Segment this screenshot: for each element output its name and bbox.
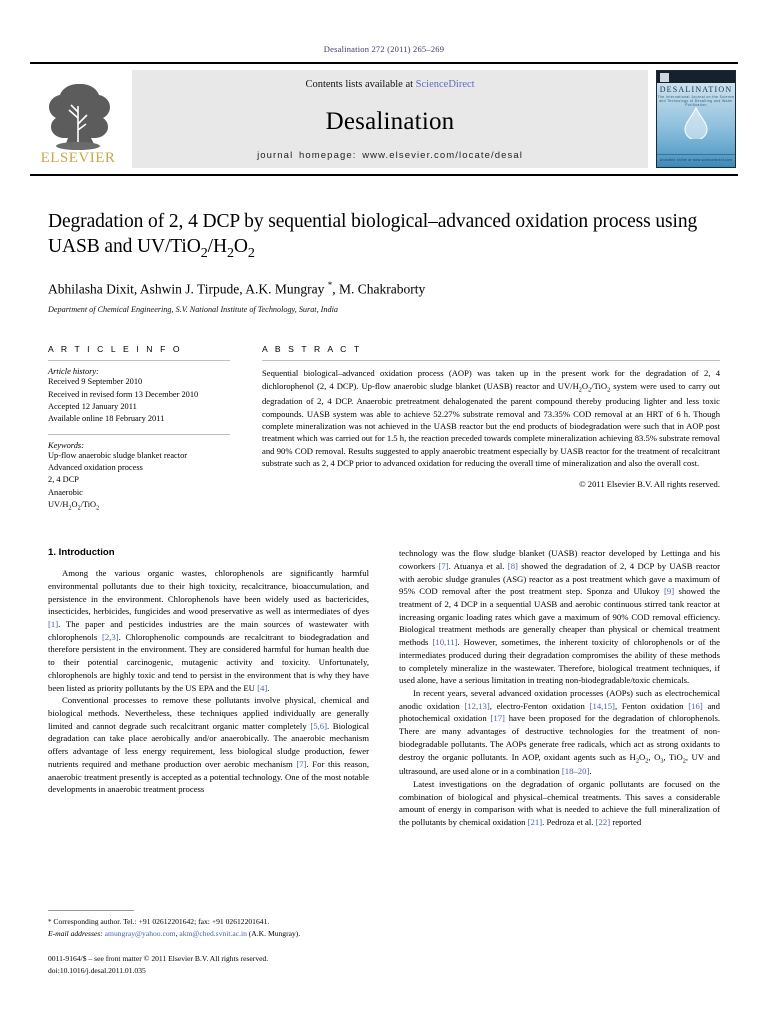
email-note	[48, 928, 368, 939]
kw-f-s1: 2	[68, 505, 72, 512]
history-online: Available online 18 February 2011	[48, 413, 165, 423]
journal-homepage[interactable]: journal homepage: www.elsevier.com/locate/desal	[257, 150, 523, 161]
journal-name: Desalination	[325, 107, 455, 135]
contents-line	[305, 79, 474, 90]
citation-ref[interactable]: [14,15]	[589, 700, 615, 711]
keywords-divider	[48, 434, 230, 435]
para-text: . Pedroza et al.	[542, 817, 596, 828]
paragraph	[399, 547, 720, 687]
para-text: Among the various organic wastes, chlorophenols are significantly harmful environmental pollutants due to their high toxicity, recalcitrance, bioaccumulation, and persistence in the environment. Chlorophenols have been widely used as bactericides, insecticides, herbicides, fungicides and wood preservative as well as intermediates of dyes	[48, 568, 369, 617]
para-text: , TiO	[663, 751, 683, 762]
email-link[interactable]: akm@ched.svnit.ac.in	[179, 928, 247, 938]
paragraph	[48, 694, 369, 796]
cover-footer: Available online at www.sciencedirect.com	[659, 158, 733, 162]
para-text: , O	[648, 751, 661, 762]
para-text: Conventional processes to remove these pollutants involve physical, chemical and biological methods. Nevertheless, these techniques applied individually are generally limited and cannot degrade such recalcitrant organic matter completely	[48, 695, 369, 731]
paragraph	[399, 778, 720, 829]
cover-divider	[657, 154, 735, 156]
footnote-text: Corresponding author. Tel.: +91 02612201642; fax: +91 02612201641.	[51, 917, 270, 927]
para-text: reported	[610, 817, 642, 828]
title-sub-3: 2	[247, 244, 255, 261]
cover-subtitle: The International Journal on the Science and Technology of Desalting and Water Purification	[657, 95, 735, 107]
para-text: . However, sometimes, the inherent toxicity of chlorophenols or of the intermediates produced during their degradation compromises the ability of these methods to completely mineralize in the wastewater. Therefore, biological treatment techniques, if used alone, have a serious limitation in treating non-biodegradable/toxic chemicals.	[399, 637, 720, 686]
keywords-label: Keywords:	[48, 441, 84, 451]
corresponding-author-note	[48, 916, 368, 928]
citation-ref[interactable]: [4]	[257, 682, 268, 693]
journal-masthead	[30, 62, 738, 176]
abstract-copyright: © 2011 Elsevier B.V. All rights reserved.	[579, 478, 720, 489]
para-text: technology was the flow sludge blanket (UASB) reactor developed by Lettinga and his coworkers	[399, 548, 720, 571]
formula-sub: 2	[635, 757, 639, 765]
issn-doi-block	[48, 953, 368, 976]
para-text: , Fenton oxidation	[614, 700, 689, 711]
para-text: .	[589, 766, 592, 777]
para-text: . Chlorophenolic compounds are recalcitrant to biodegradation and therefore persistent in the environment. They are considered harmful for human health due to their potential carcinogenic, mutagenic activity and toxicity. Unfortunately, chlorophenols are highly toxic and tend to persist in the environment that is why they have been listed as priority pollutants by the US EPA and the EU	[48, 631, 369, 693]
citation-ref[interactable]: [5,6]	[310, 720, 327, 731]
kw-f-s3: 2	[96, 505, 100, 512]
paragraph	[48, 567, 369, 694]
keyword-item: Anaerobic	[48, 487, 83, 497]
cover-elsevier-mark	[660, 73, 669, 82]
abs-f-a: H	[572, 380, 579, 391]
abstract-p1: Sequential biological–advanced oxidation process (AOP) was taken up in the present work for the degradation of 2, 4 dichlorophenol (2, 4 DCP). Up-flow anaerobic sludge blanket (UASB) reactor and UV/	[262, 368, 720, 391]
title-line-1: Degradation of 2, 4 DCP by sequential biological–advanced oxidation process using	[48, 211, 698, 232]
para-text: . For this reason, anaerobic treatment presently is accepted as a potential technology. One of the most notable developments in anaerobic treatment process	[48, 758, 369, 795]
title-line-2a: UASB and UV/TiO	[48, 235, 201, 257]
footnote-area	[48, 910, 368, 976]
issn-line: 0011-9164/$ – see front matter © 2011 Elsevier B.V. All rights reserved.	[48, 954, 269, 964]
kw-f-a: UV/H	[48, 499, 69, 509]
abstract-divider	[262, 360, 720, 361]
elsevier-tree-icon	[36, 72, 120, 164]
citation-ref[interactable]: [1]	[48, 619, 59, 630]
email-suffix: (A.K. Mungray).	[246, 928, 301, 938]
svg-text:ELSEVIER: ELSEVIER	[40, 150, 116, 164]
formula-sub: 3	[660, 757, 664, 765]
keyword-item: Up-flow anaerobic sludge blanket reactor	[48, 451, 188, 461]
citation-ref[interactable]: [10,11]	[432, 637, 458, 648]
citation-ref[interactable]: [16]	[688, 700, 703, 711]
kw-f-c: /TiO	[80, 499, 97, 509]
history-received: Received 9 September 2010	[48, 377, 143, 387]
para-text: , electro-Fenton oxidation	[489, 700, 590, 711]
abs-f-s1: 2	[578, 386, 582, 394]
para-text: have been proposed for the degradation of chlorophenols. There are many advantages of destructive technologies for the treatment of non-biodegradable pollutants. The AOPs generate free radicals, which act as strong oxidants to destroy the organic pollutants. In AOP, oxidant agents such as H	[399, 713, 720, 762]
water-droplet-icon	[683, 107, 709, 139]
para-text: , UV and ultrasound, are used alone or in a combination	[399, 751, 721, 777]
para-text: showed the degradation of 2, 4 DCP by UASB reactor with aerobic sludge granules (ASG) reactor as a post treatment which gave a maximum of 95% COD removal after the post treatment step. Sponza and Ulukoy	[399, 560, 720, 597]
citation-ref[interactable]: [22]	[595, 817, 611, 828]
article-info-divider	[48, 360, 230, 361]
abs-f-s2: 2	[588, 386, 592, 394]
cover-title: DESALINATION	[659, 85, 733, 94]
citation-ref[interactable]: [9]	[663, 586, 675, 597]
keyword-item-formula	[48, 499, 230, 513]
formula-sub: 2	[645, 757, 649, 765]
right-column	[399, 547, 720, 829]
para-text: Latest investigations on the degradation of organic pollutants are focused on the combination of biological and physical–chemical treatments. This saves a considerable amount of energy in comparison with what is needed to achieve the full mineralization of the pollutants by chemical oxidation	[399, 779, 720, 828]
para-text: . Biological degradation can take place aerobically and/or anaerobically. The anaerobic mechanism offers advantage of less energy requirement, less biological sludge production, fewer nutrients required and methane production over aerobic mechanism	[48, 720, 369, 769]
citation-ref[interactable]: [17]	[490, 713, 505, 724]
history-accepted: Accepted 12 January 2011	[48, 401, 137, 411]
kw-f-b: O	[71, 499, 78, 509]
journal-cover	[654, 70, 738, 168]
title-sub-2: 2	[226, 244, 234, 261]
section-heading-introduction: 1. Introduction	[48, 547, 115, 559]
contents-prefix: Contents lists available at	[305, 79, 416, 90]
paragraph: In recent years, several advanced oxidation processes (AOPs) such as electrochemical anodic oxidation [12,13], electro-Fenton oxidation [14,15], Fenton oxidation [16] and photochemical oxidation [17] have been proposed for the degradation of chlorophenols. There are many advantages of destructive technologies for the treatment of non-biodegradable pollutants. The AOPs generate free radicals, which act as strong oxidants to destroy the organic pollutants. In AOP, oxidant agents such as $H_2O_2$, $O_3$, TiO$_2$, UV and ultrasound, are used alone or in a combination [18–20].	[399, 687, 721, 777]
left-column	[48, 547, 369, 829]
abstract-p2: system were used to carry out degradation of 2, 4 DCP. Anaerobic pretreatment dehalogenated the parent compound thereby producing lighter and less toxic compounds. UASB system was able to achieve 52.27% substrate removal and 73.35% COD removal at an HRT of 6 h. Though complete mineralization was not achieved in the UASB reactor but the end products of biodegradation were such that in AOP post treatment which was carried out for 1.5 h, the reaction preceded towards complete mineralization achieving 83.5% substrate removal and 90% COD removal. Results suggested to apply anaerobic treatment especially by UASB reactor for the treatment of recalcitrant substrate such as 2, 4 DCP prior to advanced oxidation for reducing the overall time of mineralization and also the overall cost.	[262, 380, 720, 469]
running-head: Desalination 272 (2011) 265–269	[323, 44, 445, 54]
email-label: E-mail addresses:	[48, 928, 103, 938]
email-link[interactable]: amungray@yahoo.com	[104, 928, 176, 938]
history-revised: Received in revised form 13 December 2010	[48, 389, 199, 399]
keyword-item: Advanced oxidation process	[48, 463, 143, 473]
para-text: . Atuanya et al.	[448, 560, 508, 571]
elsevier-logo	[30, 70, 126, 168]
page-title	[48, 210, 720, 263]
citation-ref[interactable]: [21]	[527, 817, 543, 828]
authors-after-star: , M. Chakraborty	[332, 281, 426, 297]
para-text: In recent years, several advanced oxidation processes (AOPs) such as electrochemical anodic oxidation	[399, 687, 720, 711]
abstract-column	[248, 344, 720, 513]
abstract-text	[262, 367, 720, 469]
title-line-2b: /H	[207, 235, 227, 257]
authors-before-star: Abhilasha Dixit, Ashwin J. Tirpude, A.K. Mungray	[48, 281, 328, 297]
author-list	[48, 280, 720, 298]
para-text: showed the treatment of 2, 4 DCP in a sequential UASB and aerobic continuous stirred tank reactor at increasing organic loading rates which gave a maximum of 90% COD removal efficiency. Biological treatment methods are generally cheaper than physical or chemical treatment methods	[399, 586, 721, 648]
abstract-heading: A B S T R A C T	[262, 344, 362, 355]
citation-ref[interactable]: [8]	[507, 560, 518, 571]
email-separator: ,	[175, 928, 180, 938]
keywords-block	[48, 434, 230, 513]
abs-f-s3: 2	[607, 386, 611, 394]
footnote-divider	[48, 910, 134, 911]
title-sub-1: 2	[200, 244, 208, 261]
sciencedirect-banner	[132, 70, 648, 168]
para-text: and photochemical oxidation	[399, 700, 720, 724]
affiliation: Department of Chemical Engineering, S.V. National Institute of Technology, Surat, India	[48, 305, 338, 315]
title-line-2c: O	[233, 235, 248, 257]
body-columns	[48, 547, 720, 829]
footnote-star: *	[48, 918, 52, 927]
keyword-item: 2, 4 DCP	[48, 475, 79, 485]
article-info-heading: A R T I C L E I N F O	[48, 344, 183, 355]
kw-f-s2: 2	[77, 505, 81, 512]
citation-ref[interactable]: [12,13]	[464, 700, 490, 711]
citation-ref[interactable]: [7]	[296, 758, 307, 769]
citation-ref[interactable]: [2,3]	[101, 631, 119, 642]
doi-line[interactable]: doi:10.1016/j.desal.2011.01.035	[48, 965, 146, 975]
article-info-column	[48, 344, 248, 513]
info-abstract-section	[48, 344, 720, 513]
article-history-label: Article history:	[48, 367, 99, 377]
corresponding-author-marker: *	[327, 279, 333, 290]
abs-f-c: /TiO	[591, 380, 608, 391]
para-text: .	[267, 682, 270, 693]
formula-sub: 2	[682, 757, 686, 765]
sciencedirect-link[interactable]: ScienceDirect	[415, 79, 475, 90]
citation-ref[interactable]: [18–20]	[561, 766, 590, 777]
para-text: . The paper and pesticides industries are the main sources of wastewater with chlorophenols	[48, 619, 369, 642]
citation-ref[interactable]: [7]	[438, 560, 449, 571]
journal-cover-image	[656, 70, 736, 168]
abs-f-b: O	[581, 380, 589, 391]
